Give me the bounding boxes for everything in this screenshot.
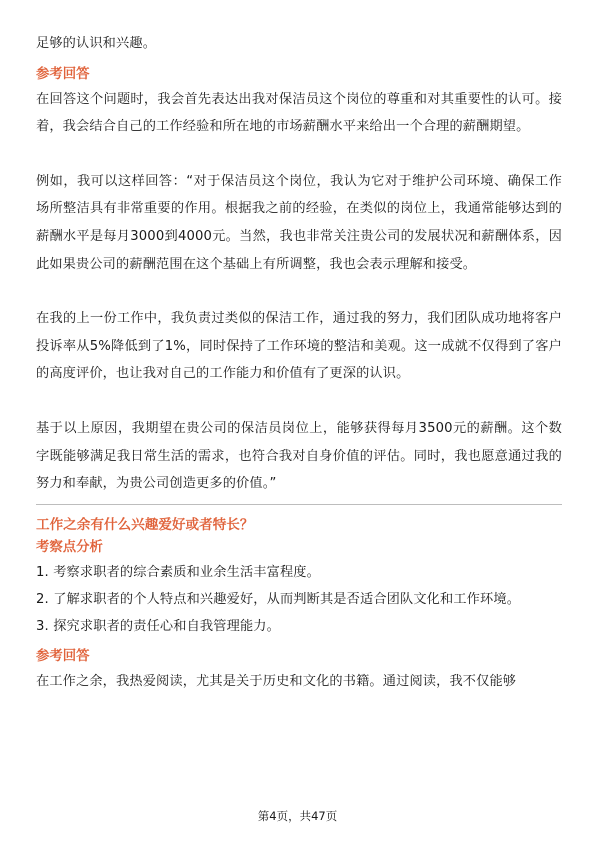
intro-tail-paragraph: 足够的认识和兴趣。 <box>36 36 157 51</box>
answer-paragraph-3: 在我的上一份工作中，我负责过类似的保洁工作，通过我的努力，我们团队成功地将客户投诉率从5%降低到了1%，同时保持了工作环境的整洁和美观。这一成就不仅得到了客户的高度评价，也让我对自己的工作能力和价值有了更深的认识。 <box>36 311 562 382</box>
spacer <box>36 278 562 305</box>
answer-paragraph-1: 在回答这个问题时，我会首先表达出我对保洁员这个岗位的尊重和对其重要性的认可。接着，我会结合自己的工作经验和所在地的市场薪酬水平来给出一个合理的薪酬期望。 <box>36 91 562 135</box>
section-divider <box>36 504 562 505</box>
answer-paragraph-4: 基于以上原因，我期望在贵公司的保洁员岗位上，能够获得每月3500元的薪酬。这个数字既能够满足我日常生活的需求，也符合我对自身价值的评估。同时，我也愿意通过我的努力和奉献，为贵公司创造更多的价值。” <box>36 420 562 492</box>
list-item: 2. 了解求职者的个人特点和兴趣爱好，从而判断其是否适合团队文化和工作环境。 <box>36 591 521 607</box>
list-item: 1. 考察求职者的综合素质和业余生活丰富程度。 <box>36 564 320 580</box>
list-item: 3. 探究求职者的责任心和自我管理能力。 <box>36 618 280 634</box>
reference-answer-heading: 参考回答 <box>36 66 90 82</box>
answer-2-paragraph-1: 在工作之余，我热爱阅读，尤其是关于历史和文化的书籍。通过阅读，我不仅能够 <box>36 673 517 689</box>
reference-answer-heading-2: 参考回答 <box>36 648 90 664</box>
analysis-heading: 考察点分析 <box>36 539 103 555</box>
page-content <box>36 30 562 695</box>
page-footer: 第4页，共47页 <box>257 809 338 823</box>
analysis-list <box>36 559 562 640</box>
spacer <box>36 388 562 415</box>
spacer <box>36 141 562 168</box>
answer-paragraph-2: 例如，我可以这样回答：“对于保洁员这个岗位，我认为它对于维护公司环境、确保工作场所整洁具有非常重要的作用。根据我之前的经验，在类似的岗位上，我通常能够达到的薪酬水平是每月3000到4000元。当然，我也非常关注贵公司的发展状况和薪酬体系，因此如果贵公司的薪酬范围在这个基础上有所调整，我也会表示理解和接受。 <box>36 173 562 272</box>
question-heading: 工作之余有什么兴趣爱好或者特长？ <box>36 516 254 533</box>
